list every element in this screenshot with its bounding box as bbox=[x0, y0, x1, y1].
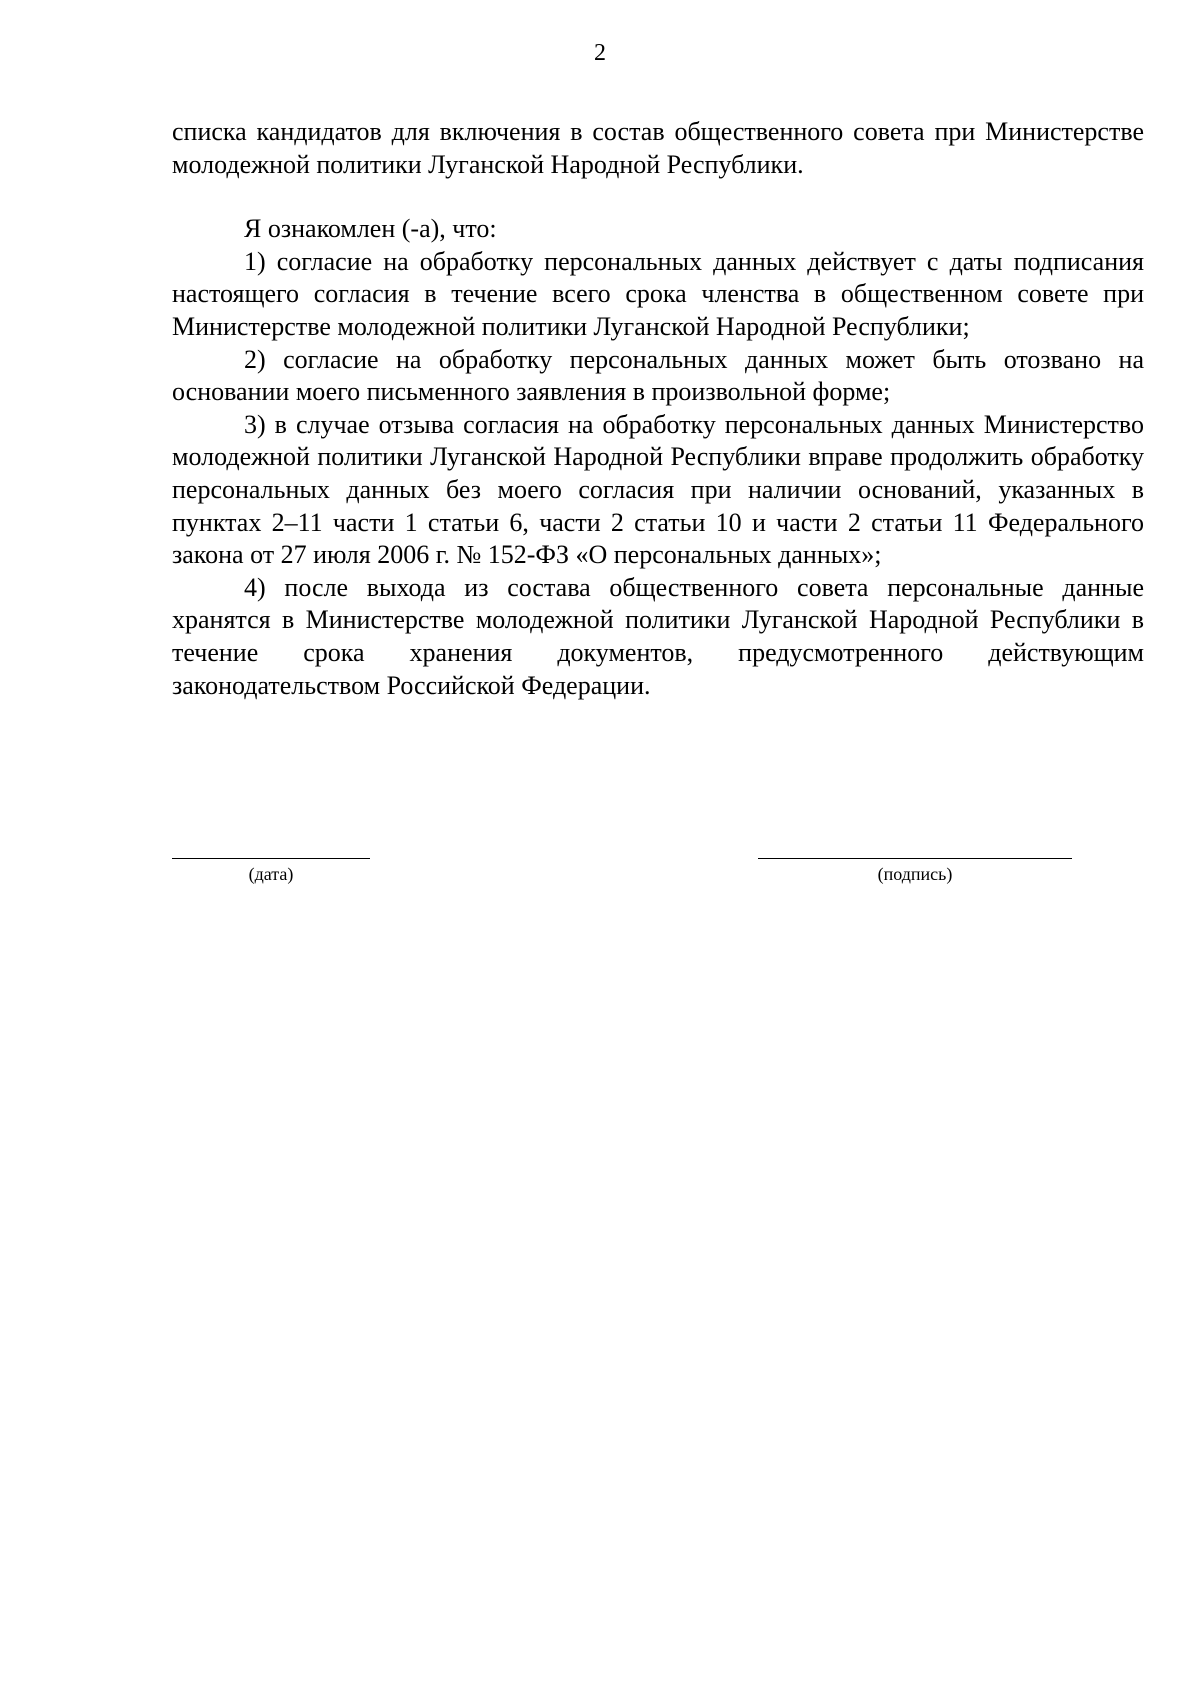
paragraph-acknowledgement-intro: Я ознакомлен (-а), что: bbox=[244, 214, 497, 244]
page-number: 2 bbox=[594, 40, 606, 66]
paragraph-item-2: 2) согласие на обработку персональных данных может быть отозвано на основании моего письменного заявления в произвольной форме; bbox=[172, 344, 1144, 407]
signature-block bbox=[172, 858, 1144, 898]
signature-caption: (подпись) bbox=[877, 864, 953, 884]
signature-field bbox=[758, 858, 1072, 885]
paragraph-continuation: списка кандидатов для включения в состав общественного совета при Министерстве молодежной политики Луганской Народной Республики. bbox=[172, 117, 1144, 179]
date-caption: (дата) bbox=[248, 864, 294, 884]
date-line bbox=[172, 858, 370, 859]
date-field bbox=[172, 858, 370, 885]
signature-line bbox=[758, 858, 1072, 859]
document-body bbox=[172, 116, 1144, 702]
paragraph-item-1: 1) согласие на обработку персональных данных действует с даты подписания настоящего согласия в течение всего срока членства в общественном совете при Министерстве молодежной политики Луганской Народной Республики; bbox=[172, 246, 1144, 341]
paragraph-item-3: 3) в случае отзыва согласия на обработку персональных данных Министерство молодежной политики Луганской Народной Республики вправе продолжить обработку персональных данных без моего согласия при наличии оснований, указанных в пунктах 2–11 части 1 статьи 6, части 2 статьи 10 и части 2 статьи 11 Федерального закона от 27 июля 2006 г. № 152-ФЗ «О персональных данных»; bbox=[172, 409, 1144, 570]
paragraph-item-4: 4) после выхода из состава общественного совета персональные данные хранятся в Министерстве молодежной политики Луганской Народной Республики в течение срока хранения документов, предусмотренного действующим законодательством Российской Федерации. bbox=[172, 572, 1144, 700]
